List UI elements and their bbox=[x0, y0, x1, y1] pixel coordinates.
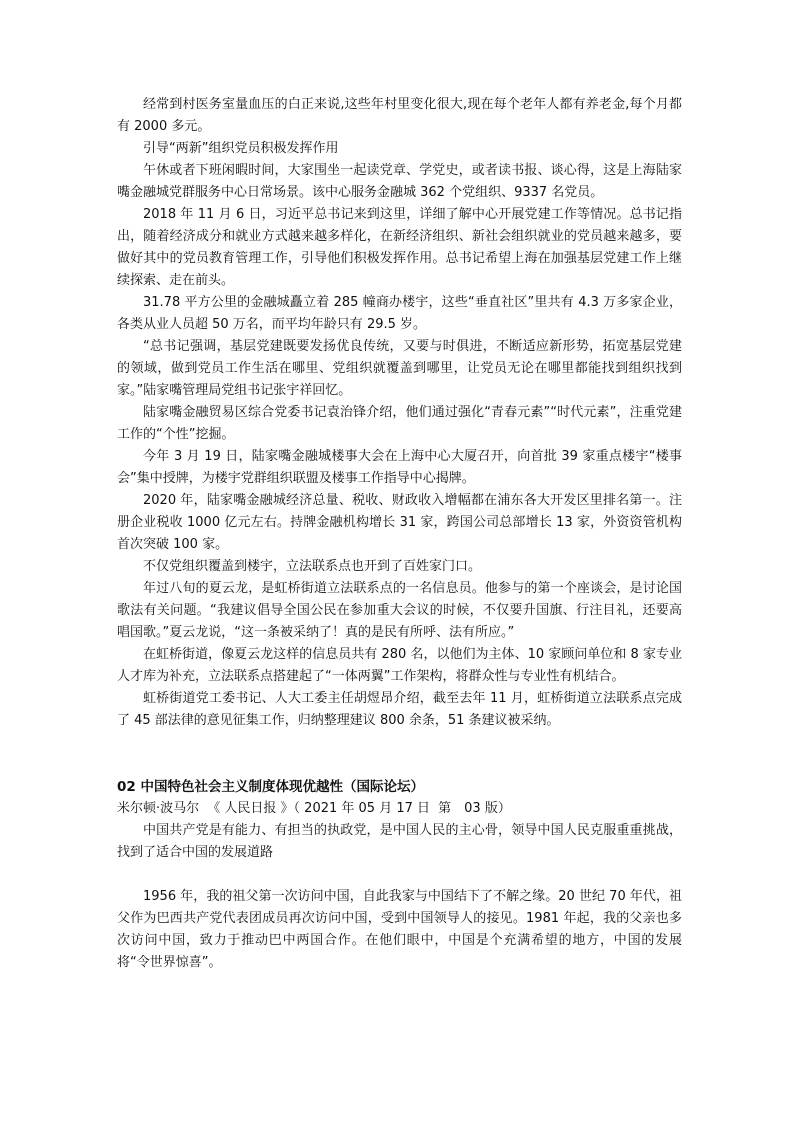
article-byline bbox=[117, 798, 682, 820]
section-spacer bbox=[117, 732, 682, 776]
paragraph: 年过八旬的夏云龙，是虹桥街道立法联系点的一名信息员。他参与的第一个座谈会，是讨论国歌法有关问题。“我建议倡导全国公民在参加重大会议的时候，不仅要升国旗、行注目礼，还要高唱国歌。”夏云龙说，“这一条被采纳了！真的是民有所呼、法有所应。” bbox=[117, 581, 682, 640]
article-lead: 中国共产党是有能力、有担当的执政党，是中国人民的主心骨，领导中国人民克服重重挑战，找到了适合中国的发展道路 bbox=[117, 823, 682, 860]
paragraph: 经常到村医务室量血压的白正来说,这些年村里变化很大,现在每个老年人都有养老金,每个月都有 2000 多元。 bbox=[117, 97, 682, 134]
lead-spacer bbox=[117, 864, 682, 886]
paragraph: 31.78 平方公里的金融城矗立着 285 幢商办楼宇，这些“垂直社区”里共有 4.3 万多家企业，各类从业人员超 50 万名，而平均年龄只有 29.5 岁。 bbox=[117, 295, 682, 332]
document-body bbox=[117, 94, 682, 974]
paragraph: 1956 年，我的祖父第一次访问中国，自此我家与中国结下了不解之缘。20 世纪 70 年代，祖父作为巴西共产党代表团成员再次访问中国，受到中国领导人的接见。1981 年起，我的父亲也多次访问中国，致力于推动巴中两国合作。在他们眼中，中国是个充满希望的地方，中国的发展将“令世界惊喜”。 bbox=[117, 889, 682, 970]
byline-source: 《 人民日报 》（ 2021 年 05 月 17 日 bbox=[207, 801, 431, 816]
article-title: 02 中国特色社会主义制度体现优越性（国际论坛） bbox=[117, 779, 424, 795]
paragraph: 陆家嘴金融贸易区综合党委书记袁治锋介绍，他们通过强化“青春元素”“时代元素”，注重党建工作的“个性”挖掘。 bbox=[117, 405, 682, 442]
byline-page: 第 03 版） bbox=[438, 801, 511, 816]
paragraph: 午休或者下班闲暇时间，大家围坐一起读党章、学党史，或者读书报、谈心得，这是上海陆家嘴金融城党群服务中心日常场景。该中心服务金融城 362 个党组织、9337 名党员。 bbox=[117, 163, 682, 200]
paragraph: 2020 年，陆家嘴金融城经济总量、税收、财政收入增幅都在浦东各大开发区里排名第一。注册企业税收 1000 亿元左右。持牌金融机构增长 31 家，跨国公司总部增长 13 家，外资资管机构首次突破 100 家。 bbox=[117, 493, 682, 552]
paragraph: 在虹桥街道，像夏云龙这样的信息员共有 280 名，以他们为主体、10 家顾问单位和 8 家专业人才库为补充，立法联系点搭建起了“一体两翼”工作架构，将群众性与专业性有机结合。 bbox=[117, 647, 682, 684]
paragraph: “总书记强调，基层党建既要发扬优良传统，又要与时俱进，不断适应新形势，拓宽基层党建的领域，做到党员工作生活在哪里、党组织就覆盖到哪里，让党员无论在哪里都能找到组织找到家。”陆家嘴管理局党组书记张宇祥回忆。 bbox=[117, 339, 682, 398]
byline-author: 米尔顿·波马尔 bbox=[117, 801, 200, 816]
paragraph: 2018 年 11 月 6 日，习近平总书记来到这里，详细了解中心开展党建工作等情况。总书记指出，随着经济成分和就业方式越来越多样化，在新经济组织、新社会组织就业的党员越来越多，要做好其中的党员教育管理工作，引导他们积极发挥作用。总书记希望上海在加强基层党建工作上继续探索、走在前头。 bbox=[117, 207, 682, 288]
paragraph: 虹桥街道党工委书记、人大工委主任胡煜昂介绍，截至去年 11 月，虹桥街道立法联系点完成了 45 部法律的意见征集工作，归纳整理建议 800 余条，51 条建议被采纳。 bbox=[117, 691, 682, 728]
paragraph: 今年 3 月 19 日，陆家嘴金融城楼事大会在上海中心大厦召开，向首批 39 家重点楼宇“楼事会”集中授牌，为楼宇党群组织联盟及楼事工作指导中心揭牌。 bbox=[117, 449, 682, 486]
subheading: 引导“两新”组织党员积极发挥作用 bbox=[143, 141, 339, 156]
paragraph: 不仅党组织覆盖到楼宇，立法联系点也开到了百姓家门口。 bbox=[143, 559, 482, 574]
